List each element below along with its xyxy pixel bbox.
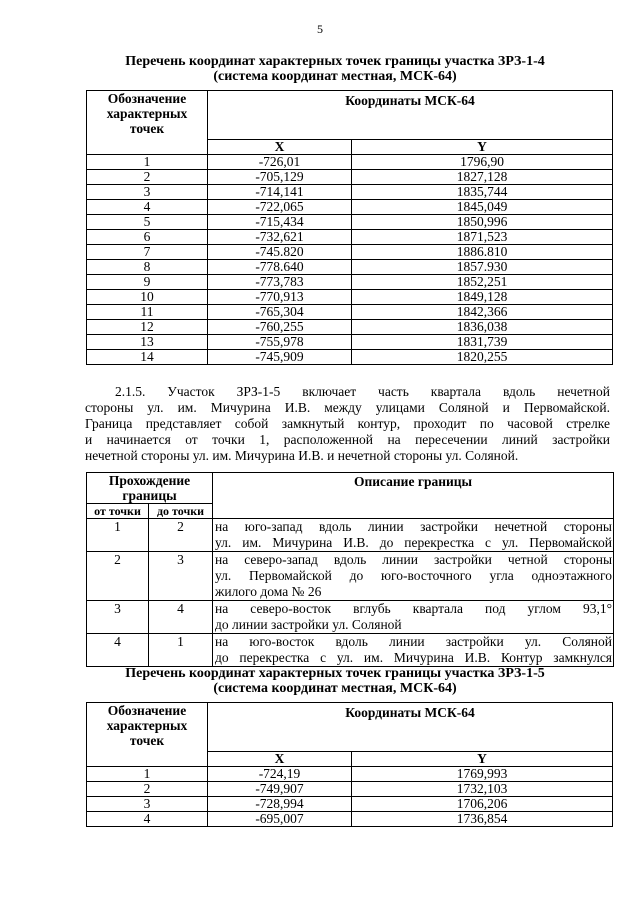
table-row [87,170,613,185]
table-row [87,200,613,215]
column-header-point-line1: Обозначение [107,703,187,718]
cell-x: -722,065 [208,200,352,215]
cell-y: 1835,744 [352,185,613,200]
cell-x: -732,621 [208,230,352,245]
cell-description [213,634,614,667]
column-header-y: Y [352,140,613,155]
table2-title-line1: Перечень координат характерных точек границы участка ЗРЗ-1-5 [125,666,545,681]
table2-title [80,666,590,696]
cell-from: 4 [87,634,149,667]
cell-point: 1 [87,767,208,782]
cell-y: 1850,996 [352,215,613,230]
table-row [87,797,613,812]
description-line: на юго-восток вдоль линии застройки ул. Соляной [215,634,613,649]
table-row [87,245,613,260]
table-row [87,155,613,170]
cell-from: 3 [87,601,149,634]
cell-y: 1706,206 [352,797,613,812]
table2-title-line2: (система координат местная, МСК-64) [213,681,457,696]
cell-x: -770,913 [208,290,352,305]
cell-y: 1820,255 [352,350,613,365]
cell-to: 1 [149,634,213,667]
cell-point: 3 [87,797,208,812]
column-header-passage-line2: границы [122,488,177,503]
cell-x: -755,978 [208,335,352,350]
column-header-point [87,703,208,767]
description-line: на северо-восток вглубь квартала под углом 93,1° [215,601,613,616]
table-row [87,215,613,230]
table-row [87,290,613,305]
cell-y: 1796,90 [352,155,613,170]
cell-x: -724,19 [208,767,352,782]
column-header-point [87,91,208,155]
boundary-description-table [86,472,614,667]
cell-point: 6 [87,230,208,245]
table-row [87,320,613,335]
coordinates-table-zrz-1-4 [86,90,613,365]
column-header-point-line2: характерных [106,718,188,733]
cell-y: 1852,251 [352,275,613,290]
paragraph-line: нечетной стороны ул. им. Мичурина И.В. и нечетной стороны ул. Соляной. [85,448,519,463]
table-row [87,260,613,275]
cell-point: 1 [87,155,208,170]
table-row [87,275,613,290]
column-header-passage [87,473,213,504]
paragraph-line: стороны ул. им. Мичурина И.В. между улицами Соляной и Первомайской. [85,400,610,415]
description-line: на северо-запад вдоль линии застройки четной стороны [215,552,613,567]
cell-y: 1831,739 [352,335,613,350]
cell-point: 12 [87,320,208,335]
cell-point: 9 [87,275,208,290]
cell-y: 1736,854 [352,812,613,827]
cell-from: 1 [87,519,149,552]
page-number: 5 [317,22,323,36]
cell-x: -778.640 [208,260,352,275]
cell-point: 5 [87,215,208,230]
cell-point: 8 [87,260,208,275]
column-header-point-line2: характерных [106,106,188,121]
cell-x: -773,783 [208,275,352,290]
table-row [87,305,613,320]
cell-x: -714,141 [208,185,352,200]
cell-x: -765,304 [208,305,352,320]
table-row [87,335,613,350]
cell-point: 2 [87,782,208,797]
cell-x: -715,434 [208,215,352,230]
cell-to: 2 [149,519,213,552]
table-row [87,767,613,782]
cell-description [213,601,614,634]
cell-x: -695,007 [208,812,352,827]
cell-point: 3 [87,185,208,200]
table-row [87,350,613,365]
description-line: жилого дома № 26 [215,584,322,599]
paragraph-line: 2.1.5. Участок ЗРЗ-1-5 включает часть квартала вдоль нечетной [115,384,610,399]
cell-point: 2 [87,170,208,185]
coordinates-table-zrz-1-5 [86,702,613,827]
section-paragraph [85,384,610,464]
cell-y: 1849,128 [352,290,613,305]
description-line: ул. им. Мичурина И.В. до перекрестка с ул. Первомайской [215,535,613,550]
cell-x: -745,909 [208,350,352,365]
column-header-y: Y [352,752,613,767]
cell-x: -726,01 [208,155,352,170]
cell-x: -745.820 [208,245,352,260]
cell-y: 1845,049 [352,200,613,215]
cell-description [213,519,614,552]
table1-title-line2: (система координат местная, МСК-64) [213,69,457,84]
column-header-point-line1: Обозначение [107,91,187,106]
cell-from: 2 [87,552,149,601]
description-line: ул. Первомайской до юго-восточного угла одноэтажного [215,568,613,583]
column-header-coordinates: Координаты МСК-64 [208,91,613,140]
table-row [87,552,614,601]
cell-y: 1827,128 [352,170,613,185]
cell-to: 3 [149,552,213,601]
column-header-description: Описание границы [213,473,614,519]
column-header-point-line3: точек [129,121,165,136]
cell-y: 1857.930 [352,260,613,275]
table1-title [80,54,590,84]
column-header-to: до точки [149,504,213,519]
cell-point: 4 [87,812,208,827]
cell-y: 1769,993 [352,767,613,782]
description-line: до перекрестка с ул. им. Мичурина И.В. Контур замкнулся [215,650,613,665]
cell-x: -760,255 [208,320,352,335]
description-line: на юго-запад вдоль линии застройки нечетной стороны [215,519,613,534]
cell-point: 10 [87,290,208,305]
column-header-x: X [208,140,352,155]
paragraph-line: Граница представляет собой замкнутый контур, проходит по часовой стрелке [85,416,610,431]
table-row [87,601,614,634]
column-header-x: X [208,752,352,767]
description-line: до линии застройки ул. Соляной [215,617,402,632]
cell-point: 11 [87,305,208,320]
column-header-coordinates: Координаты МСК-64 [208,703,613,752]
cell-point: 4 [87,200,208,215]
cell-point: 13 [87,335,208,350]
table-row [87,812,613,827]
table-row [87,230,613,245]
table1-title-line1: Перечень координат характерных точек границы участка ЗРЗ-1-4 [125,54,545,69]
column-header-point-line3: точек [129,733,165,748]
cell-description [213,552,614,601]
cell-y: 1732,103 [352,782,613,797]
cell-y: 1836,038 [352,320,613,335]
cell-x: -749,907 [208,782,352,797]
paragraph-text [85,384,610,464]
table-row [87,519,614,552]
cell-point: 7 [87,245,208,260]
cell-to: 4 [149,601,213,634]
cell-x: -705,129 [208,170,352,185]
paragraph-line: и начинается от точки 1, расположенной на пересечении линий застройки [85,432,610,447]
column-header-passage-line1: Прохождение [108,473,191,488]
column-header-from: от точки [87,504,149,519]
cell-point: 14 [87,350,208,365]
table-row [87,185,613,200]
table-row [87,634,614,667]
cell-y: 1871,523 [352,230,613,245]
cell-x: -728,994 [208,797,352,812]
cell-y: 1842,366 [352,305,613,320]
cell-y: 1886.810 [352,245,613,260]
table-row [87,782,613,797]
